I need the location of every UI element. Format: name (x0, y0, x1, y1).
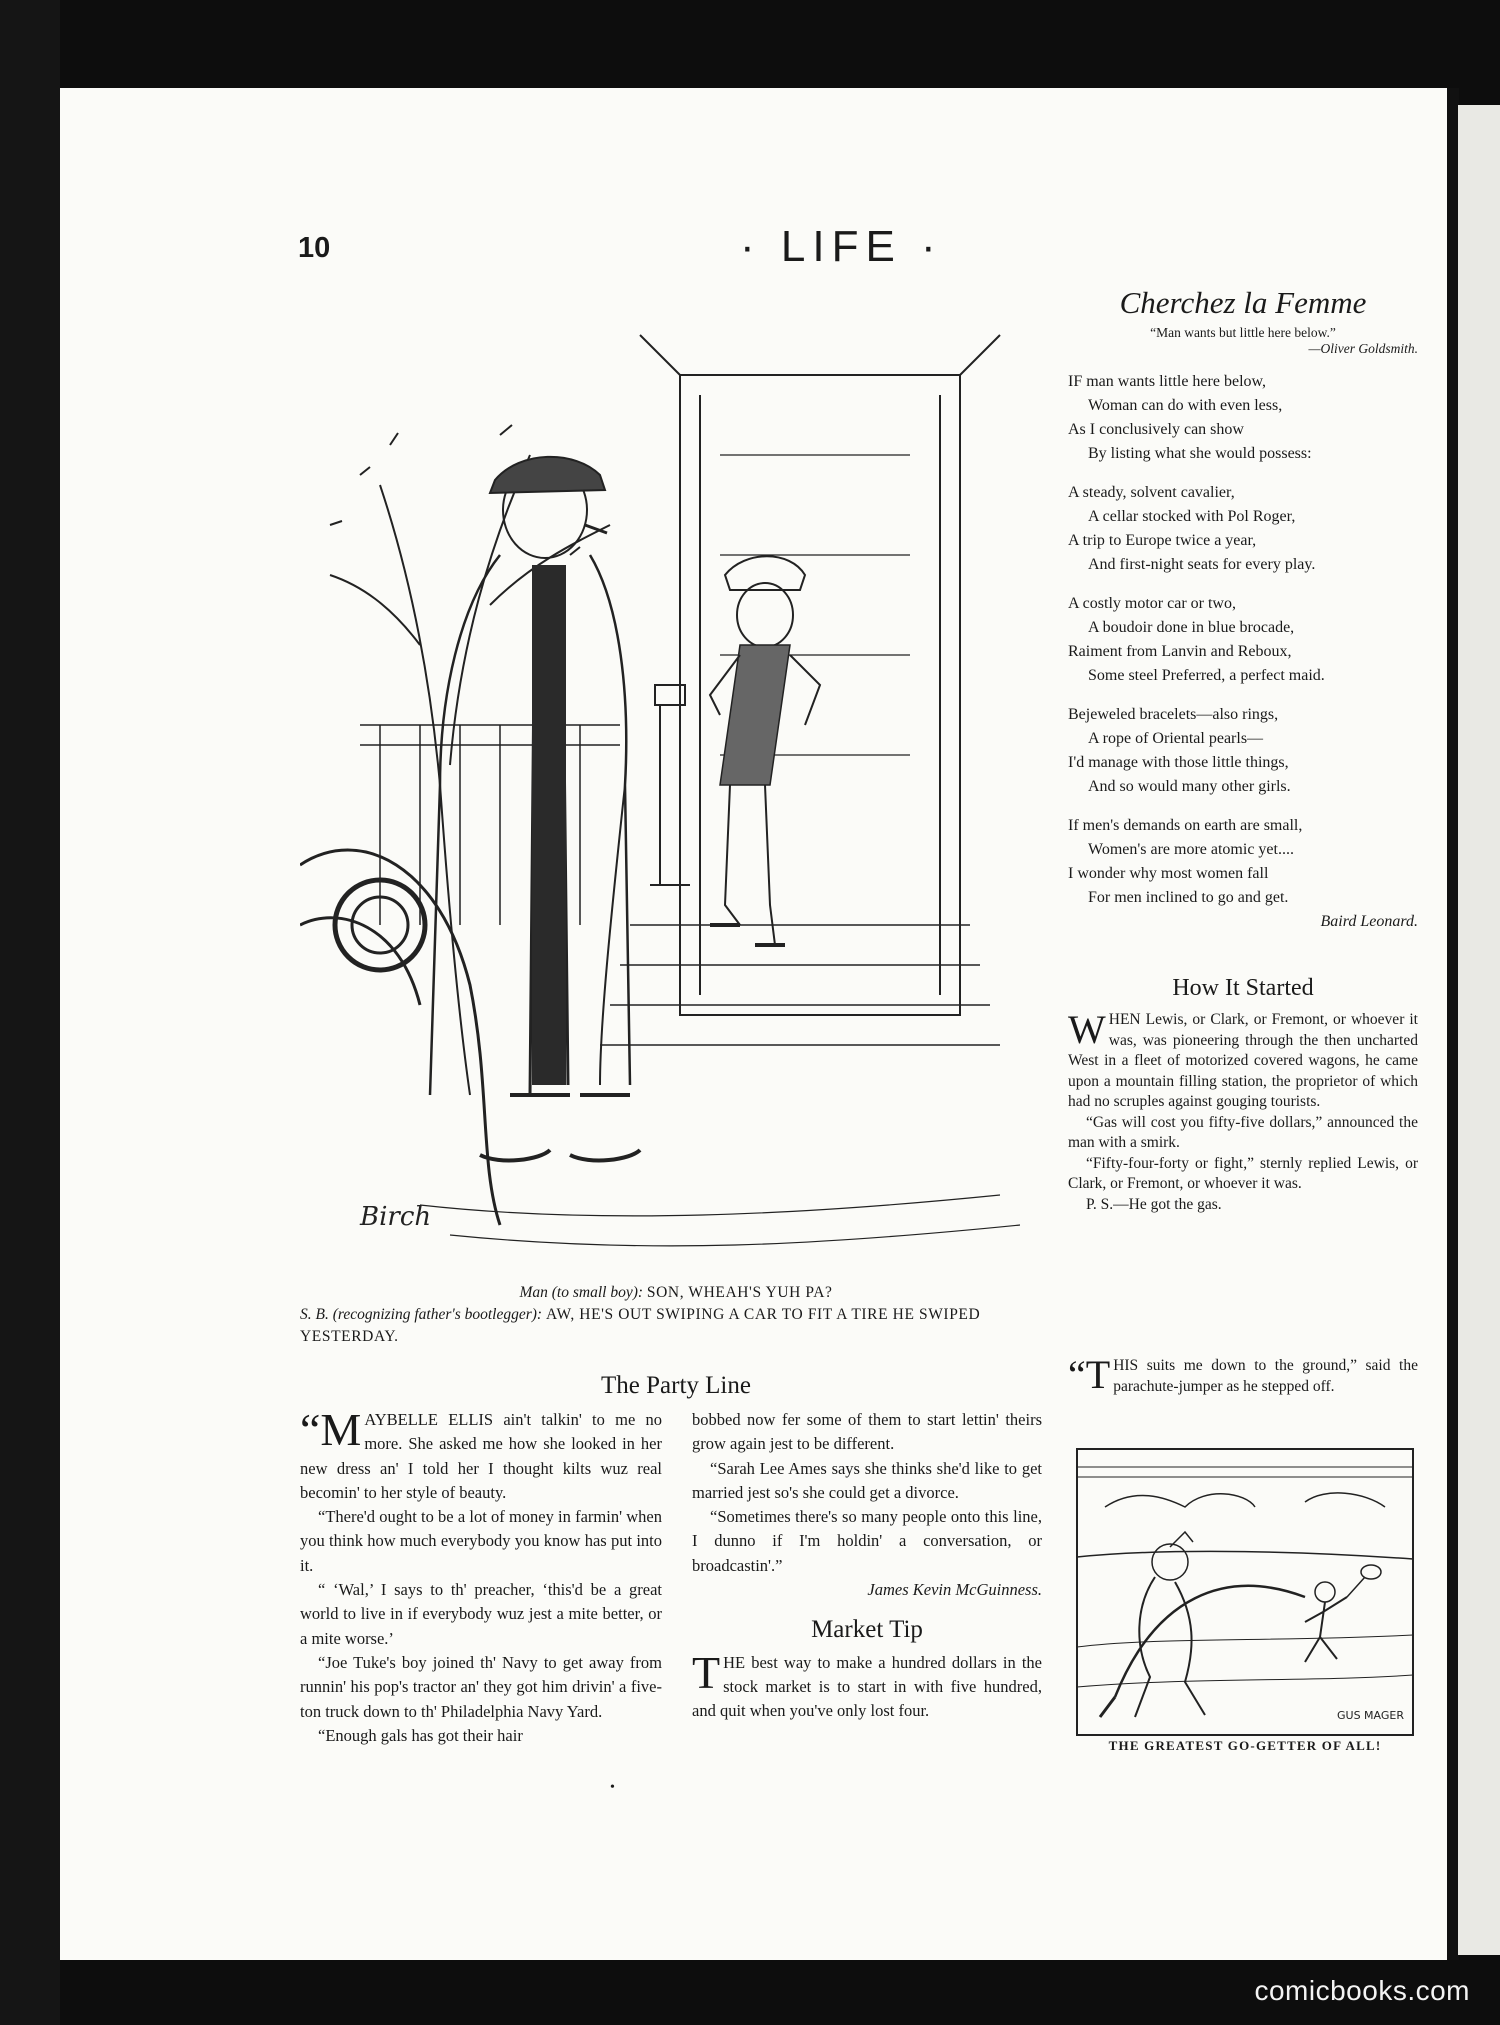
page-mark: • (610, 1780, 615, 1795)
party-line-title: The Party Line (601, 1372, 751, 1399)
poem-line: By listing what she would possess: (1088, 445, 1312, 462)
poem-title: Cherchez la Femme (1119, 285, 1367, 320)
how-it-started-title: How It Started (1172, 975, 1314, 1001)
party-line-col1 (300, 1404, 662, 1748)
watermark: comicbooks.com (1254, 1975, 1470, 2006)
poem-line: If men's demands on earth are small, (1068, 817, 1303, 834)
poem-author: Baird Leonard. (1320, 913, 1418, 930)
caption-line-2 (300, 1304, 1052, 1348)
cartoon-go-getter-illustration (1075, 1447, 1415, 1737)
cartoon-signature: Birch (360, 1202, 432, 1232)
poem-line: A cellar stocked with Pol Roger, (1088, 508, 1296, 525)
party-line-para: bobbed now fer some of them to start lettin' theirs grow again jest to be different. (692, 1410, 1042, 1454)
page-number: 10 (298, 232, 331, 264)
how-it-started-para: P. S.—He got the gas. (1086, 1195, 1222, 1213)
party-line-col2 (692, 1408, 1042, 1724)
poem-line: Woman can do with even less, (1088, 397, 1283, 414)
parachute-dropcap: “T (1068, 1352, 1111, 1397)
cartoon-caption (300, 1282, 1052, 1348)
caption-text-2: AW, HE'S OUT SWIPING A CAR TO FIT A TIRE HE SWIPED YESTERDAY. (300, 1306, 981, 1345)
poem-stanza (1068, 481, 1418, 577)
party-line-para: “There'd ought to be a lot of money in farmin' when you think how much everybody you know has put into it. (300, 1507, 662, 1575)
poem-line: Bejeweled bracelets—also rings, (1068, 706, 1279, 723)
party-line-para: “ ‘Wal,’ I says to th' preacher, ‘this'd be a great world to live in if everybody wuz jest a mite better, or a mite worse.’ (300, 1580, 662, 1648)
how-it-started-body (1068, 1007, 1418, 1215)
poem-line: And first-night seats for every play. (1088, 556, 1316, 573)
poem-line: As I conclusively can show (1068, 421, 1244, 438)
market-tip-dropcap: T (692, 1646, 721, 1698)
poem-line: A trip to Europe twice a year, (1068, 532, 1257, 549)
poem-epigraph: “Man wants but little here below.” (1150, 325, 1336, 340)
poem-line: A rope of Oriental pearls— (1088, 730, 1264, 747)
parachute-joke (1068, 1352, 1418, 1397)
caption-speaker-2: S. B. (recognizing father's bootlegger): (300, 1306, 543, 1323)
market-tip-title: Market Tip (811, 1616, 923, 1644)
party-line-para: “Sarah Lee Ames says she thinks she'd like to get married jest so's she could get a divorce. (692, 1458, 1042, 1502)
poem-stanza (1068, 370, 1418, 466)
scan-background-left (0, 0, 60, 2025)
how-it-started-para: “Gas will cost you fifty-five dollars,” announced the man with a smirk. (1068, 1113, 1418, 1151)
poem-line: I'd manage with those little things, (1068, 754, 1289, 771)
how-it-started-first-para: WHEN Lewis, or Clark, or Fremont, or whoever it was, was pioneering through the then uncharted West in a fleet of motorized covered wagons, he came upon a mountain filling station, the proprietor of which had no scruples against gouging tourists. (1068, 1007, 1418, 1110)
next-page-edge (1458, 105, 1500, 1955)
poem-line: Some steel Preferred, a perfect maid. (1088, 667, 1325, 684)
poem-line: A steady, solvent cavalier, (1068, 484, 1235, 501)
market-tip-text: THE best way to make a hundred dollars in the stock market is to start in with five hundred, and quit when you've only lost four. (692, 1646, 1042, 1721)
party-line-first-para: “MAYBELLE ELLIS ain't talkin' to me no more. She asked me how she looked in her new dress an' I told her I thought kilts wuz real becomin' to her style of beauty. (300, 1404, 662, 1502)
poem-line: Women's are more atomic yet.... (1088, 841, 1294, 858)
poem-line: Raiment from Lanvin and Reboux, (1068, 643, 1292, 660)
party-line-author: James Kevin McGuinness. (867, 1580, 1042, 1600)
poem-line: I wonder why most women fall (1068, 865, 1269, 882)
poem-stanza (1068, 703, 1418, 799)
parachute-text: HIS suits me down to the ground,” said the parachute-jumper as he stepped off. (1113, 1357, 1418, 1395)
poem-stanza (1068, 814, 1418, 910)
masthead: · LIFE · (740, 222, 943, 271)
party-line-dropcap: “M (300, 1404, 362, 1455)
party-line-para: “Enough gals has got their hair (318, 1725, 523, 1745)
poem-body (1068, 370, 1418, 934)
cartoon-illustration (300, 225, 1052, 1283)
cartoon2-signature: GUS MAGER (1337, 1709, 1404, 1722)
poem-stanza (1068, 592, 1418, 688)
party-line-para: “Sometimes there's so many people onto this line, I dunno if I'm holdin' a conversation, or broadcastin'.” (692, 1507, 1042, 1575)
how-it-started-dropcap: W (1068, 1007, 1106, 1052)
how-it-started-para: “Fifty-four-forty or fight,” sternly replied Lewis, or Clark, or Fremont, or whoever it was. (1068, 1154, 1418, 1192)
poem-line: And so would many other girls. (1088, 778, 1291, 795)
poem-line: A boudoir done in blue brocade, (1088, 619, 1295, 636)
poem-epigraph-author: —Oliver Goldsmith. (1308, 341, 1418, 356)
caption-text-1: SON, WHEAH'S YUH PA? (646, 1284, 833, 1301)
poem-line: A costly motor car or two, (1068, 595, 1236, 612)
poem-line: For men inclined to go and get. (1088, 889, 1289, 906)
poem-line: IF man wants little here below, (1068, 373, 1267, 390)
caption-line-1 (300, 1282, 1052, 1304)
cartoon2-caption: THE GREATEST GO-GETTER OF ALL! (1108, 1738, 1382, 1753)
party-line-para: “Joe Tuke's boy joined th' Navy to get away from runnin' his pop's tractor an' they got him drivin' a five-ton truck down to th' Philadelphia Navy Yard. (300, 1652, 662, 1721)
caption-speaker-1: Man (to small boy): (519, 1284, 644, 1301)
